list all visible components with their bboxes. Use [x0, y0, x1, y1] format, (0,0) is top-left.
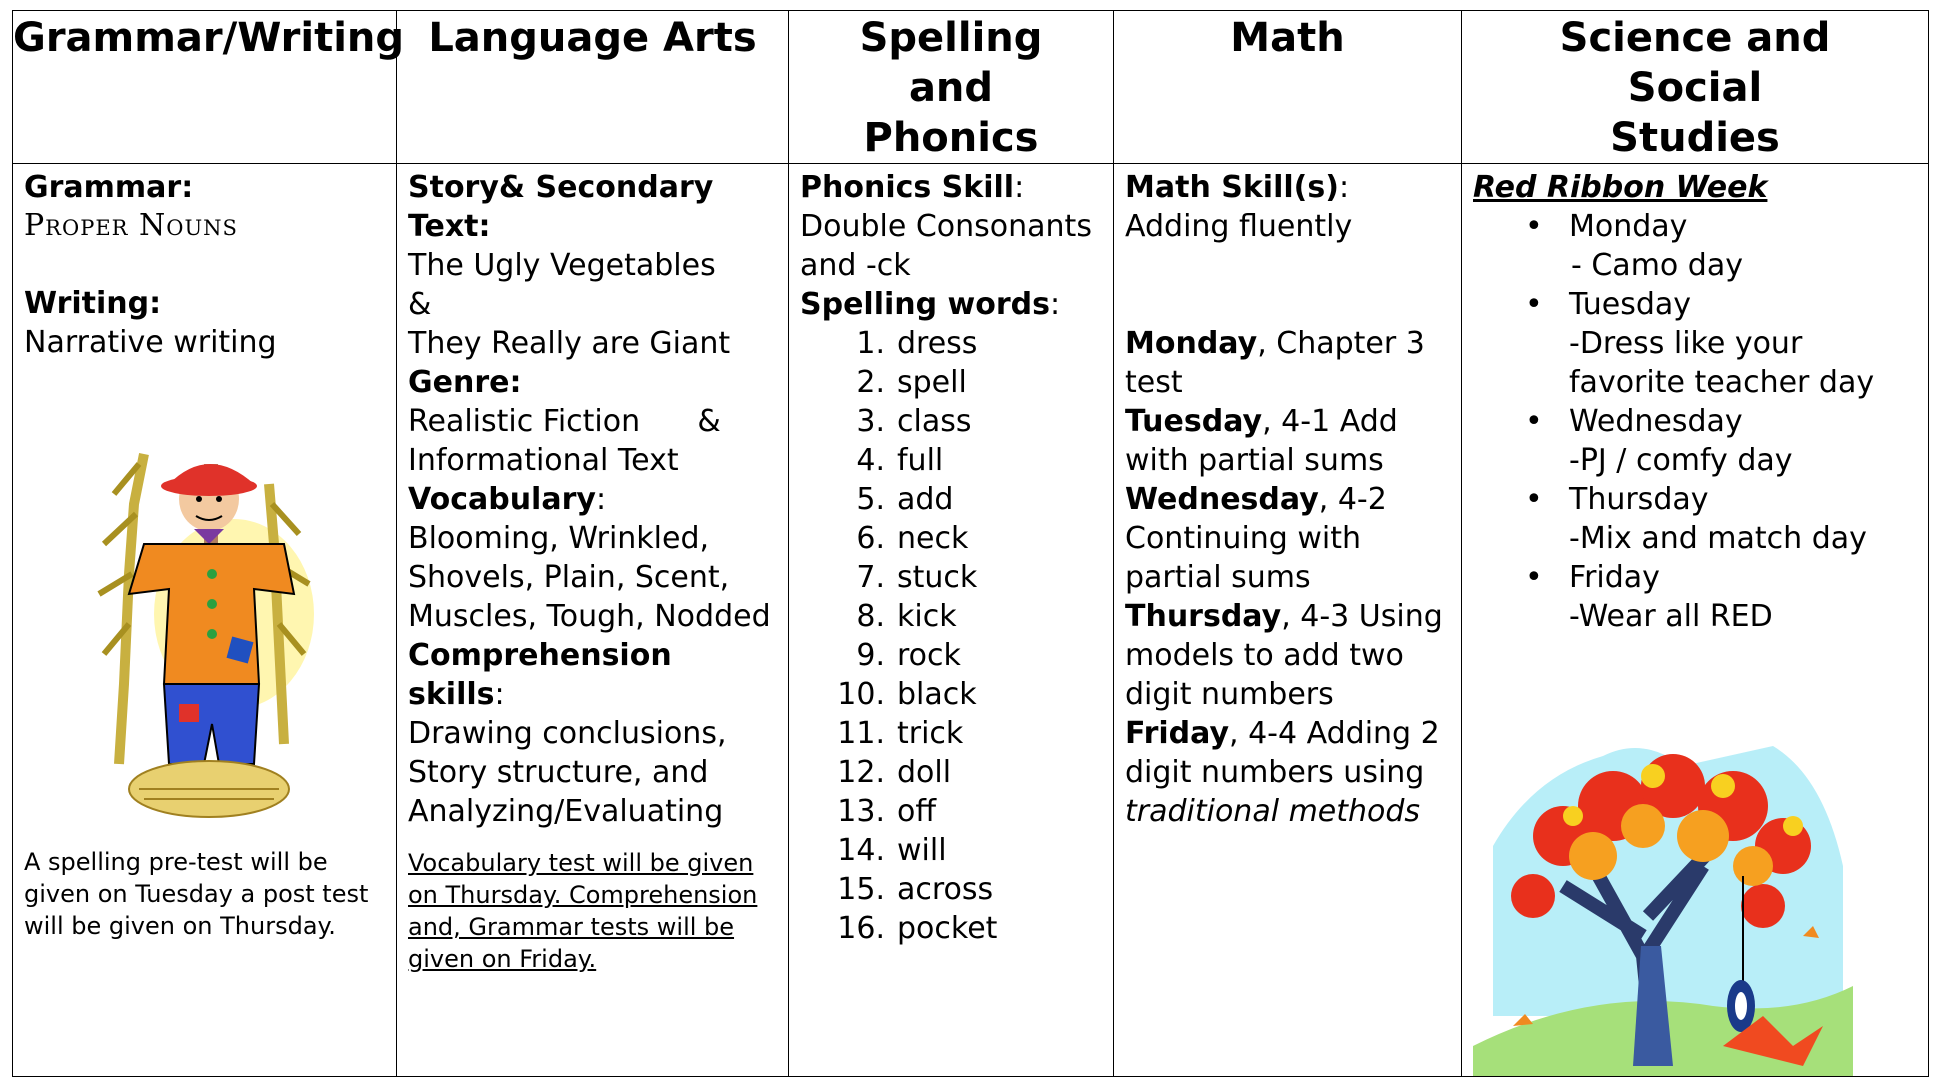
spelling-words-label: Spelling words	[800, 287, 1051, 322]
list-item: 16. pocket	[837, 911, 998, 946]
red-ribbon-list	[1473, 207, 1918, 636]
genre-value: Realistic Fiction & Informational Text	[408, 404, 731, 478]
grammar-label: Grammar:	[24, 170, 194, 205]
autumn-tree-image	[1473, 716, 1853, 1076]
scarecrow-image	[84, 424, 314, 824]
list-item: 13. off	[837, 794, 937, 829]
story-amp: &	[408, 287, 432, 322]
vocab-value: Blooming, Wrinkled, Shovels, Plain, Scent, Muscles, Tough, Nodded	[408, 521, 771, 634]
list-item: 15. across	[837, 872, 994, 907]
list-item: 4. full	[856, 443, 944, 478]
story-title-2: They Really are Giant	[408, 326, 731, 361]
list-item: 3. class	[856, 404, 972, 439]
phonics-label: Phonics Skill	[800, 170, 1015, 205]
list-item: 1. dress	[856, 326, 978, 361]
math-day-friday: Friday, 4-4 Adding 2 digit numbers using traditional methods	[1125, 716, 1440, 829]
bullet-icon: •	[1525, 209, 1543, 244]
language-arts-note: Vocabulary test will be given on Thursday. Comprehension and, Grammar tests will be given on Friday.	[408, 849, 758, 973]
spelling-phonics-cell: Phonics Skill: Double Consonants and -ck Spelling words: 1. dress 2. spell 3. class 4. full 5. add 6. neck 7. stuck 8. kick 9. rock 10. black 11. trick 12. doll 13. off 14. will 15. across 16. pocket	[789, 164, 1114, 1077]
list-item: 12. doll	[837, 755, 952, 790]
bullet-icon: •	[1525, 287, 1543, 322]
grammar-note: A spelling pre-test will be given on Tuesday a post test will be given on Thursday.	[24, 848, 369, 940]
science-cell	[1462, 164, 1929, 1077]
spelling-word-list	[800, 324, 1103, 948]
content-row	[13, 164, 1929, 1077]
story-title-1: The Ugly Vegetables	[408, 248, 716, 283]
list-item: • Thursday -Mix and match day	[1525, 482, 1867, 556]
language-arts-cell: Story& Secondary Text: The Ugly Vegetables & They Really are Giant Genre: Realistic Fiction & Informational Text Vocabulary: Blooming, Wrinkled, Shovels, Plain, Scent, Muscles, Tough, Nodded Comprehension skills: Drawing conclusions, Story structure, and Analyzing/Evaluating Vocabulary test will be given on Thursday. Comprehension and, Grammar tests will be given on Friday.	[397, 164, 789, 1077]
list-item: 10. black	[837, 677, 977, 712]
story-label: Story& Secondary Text:	[408, 170, 714, 244]
math-day-tuesday: Tuesday, 4-1 Add with partial sums	[1125, 404, 1398, 478]
list-item: 7. stuck	[856, 560, 978, 595]
math-day-thursday: Thursday, 4-3 Using models to add two digit numbers	[1125, 599, 1443, 712]
header-grammar-writing: Grammar/Writing	[13, 11, 397, 164]
math-skill-label: Math Skill(s)	[1125, 170, 1339, 205]
writing-value: Narrative writing	[24, 325, 277, 360]
header-language-arts: Language Arts	[397, 11, 789, 164]
list-item: 6. neck	[856, 521, 969, 556]
comp-label: Comprehension skills	[408, 638, 672, 712]
list-item: 9. rock	[856, 638, 961, 673]
list-item: 2. spell	[856, 365, 967, 400]
math-skill-value: Adding fluently	[1125, 209, 1353, 244]
bullet-icon: •	[1525, 560, 1543, 595]
header-science-social-studies: Science and Social Studies	[1462, 11, 1929, 164]
math-day-monday: Monday, Chapter 3 test	[1125, 326, 1425, 400]
weekly-plan-table	[12, 10, 1929, 1077]
grammar-writing-cell	[13, 164, 397, 1077]
list-item: • Wednesday -PJ / comfy day	[1525, 404, 1793, 478]
vocab-label: Vocabulary	[408, 482, 596, 517]
list-item: • Tuesday -Dress like your favorite teacher day	[1525, 287, 1875, 400]
list-item: 8. kick	[856, 599, 957, 634]
header-math: Math	[1114, 11, 1462, 164]
list-item: 14. will	[837, 833, 947, 868]
math-cell: Math Skill(s): Adding fluently Monday, Chapter 3 test Tuesday, 4-1 Add with partial sums Wednesday, 4-2 Continuing with partial sums Thursday, 4-3 Using models to add two digit numbers Friday, 4-4 Adding 2 digit numbers using traditional methods	[1114, 164, 1462, 1077]
bullet-icon: •	[1525, 404, 1543, 439]
writing-label: Writing:	[24, 286, 162, 321]
list-item: 11. trick	[837, 716, 964, 751]
grammar-value: Proper Nouns	[24, 208, 238, 243]
red-ribbon-title: Red Ribbon Week	[1473, 170, 1768, 205]
bullet-icon: •	[1525, 482, 1543, 517]
list-item: 5. add	[856, 482, 954, 517]
list-item: • Monday - Camo day	[1525, 209, 1743, 283]
header-spelling-phonics: Spelling and Phonics	[789, 11, 1114, 164]
phonics-value: Double Consonants and -ck	[800, 209, 1092, 283]
genre-label: Genre:	[408, 365, 522, 400]
list-item: • Friday -Wear all RED	[1525, 560, 1773, 634]
header-row	[13, 11, 1929, 164]
comp-value: Drawing conclusions, Story structure, and Analyzing/Evaluating	[408, 716, 727, 829]
math-day-wednesday: Wednesday, 4-2 Continuing with partial sums	[1125, 482, 1387, 595]
